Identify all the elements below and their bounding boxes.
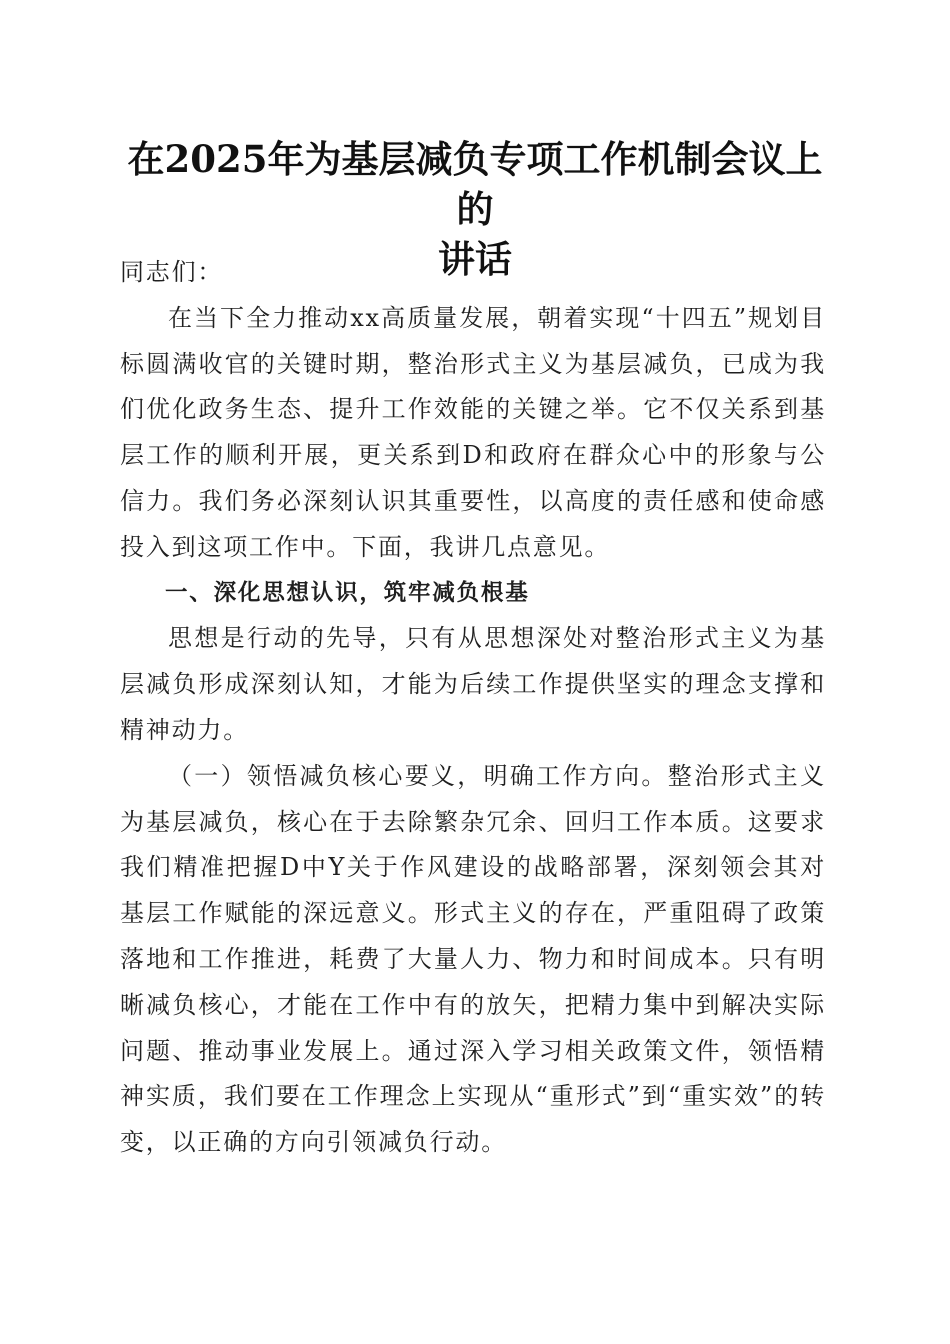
title-line-2: 讲话 [438,237,512,281]
subsection-1-lead: （一）领悟减负核心要义，明确工作方向。 [168,761,668,790]
title-line-1: 在2025年为基层减负专项工作机制会议上的 [127,137,823,231]
salutation: 同志们： [120,258,224,286]
intro-paragraph: 在当下全力推动xx高质量发展，朝着实现“十四五”规划目标圆满收官的关键时期，整治形式主义为基层减负，已成为我们优化政务生态、提升工作效能的关键之举。它不仅关系到基层工作的顺利开展，更关系到D和政府在群众心中的形象与公信力。我们务必深刻认识其重要性，以高度的责任感和使命感投入到这项工作中。下面，我讲几点意见。 [120,303,826,561]
section-1-paragraph: 思想是行动的先导，只有从思想深处对整治形式主义为基层减负形成深刻认知，才能为后续工作提供坚实的理念支撑和精神动力。 [120,624,826,744]
subsection-1-paragraph [120,754,826,1166]
subsection-1-text: 整治形式主义为基层减负，核心在于去除繁杂冗余、回归工作本质。这要求我们精准把握D中Y关于作风建设的战略部署，深刻领会其对基层工作赋能的深远意义。形式主义的存在，严重阻碍了政策落地和工作推进，耗费了大量人力、物力和时间成本。只有明晰减负核心，才能在工作中有的放矢，把精力集中到解决实际问题、推动事业发展上。通过深入学习相关政策文件，领悟精神实质，我们要在工作理念上实现从“重形式”到“重实效”的转变，以正确的方向引领减负行动。 [120,761,826,1157]
section-heading-1: 一、深化思想认识，筑牢减负根基 [165,579,530,606]
document-body [120,250,826,1166]
